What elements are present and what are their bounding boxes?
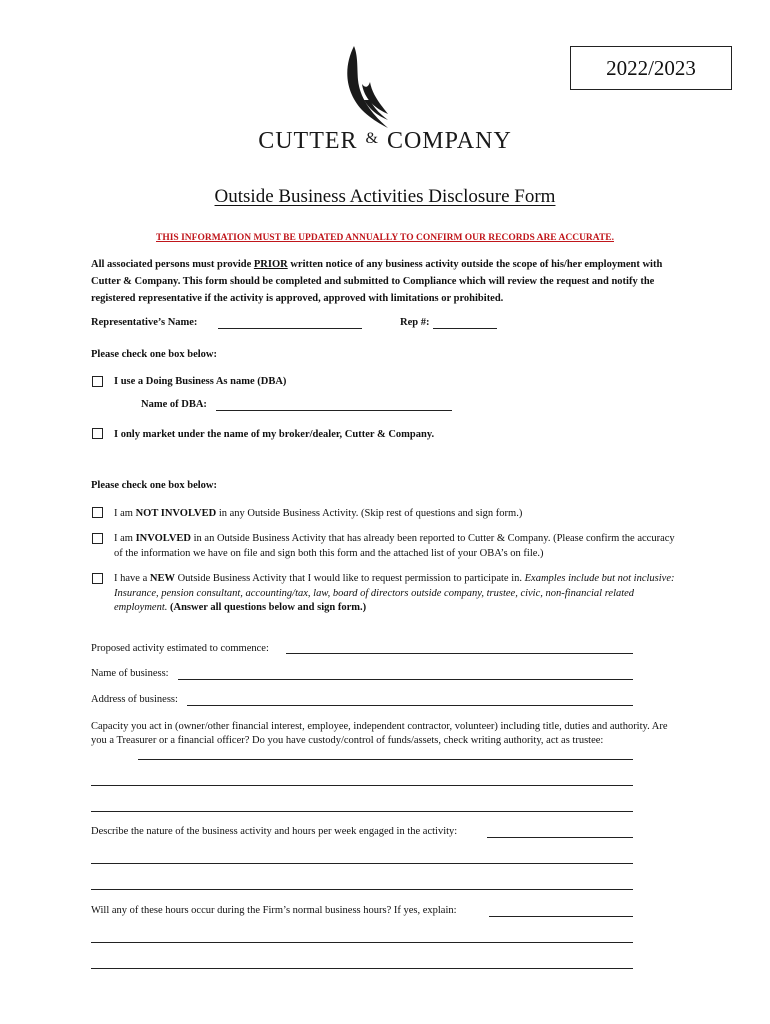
describe-field-line-3[interactable]: [91, 889, 633, 890]
describe-field-line-1[interactable]: [487, 837, 633, 838]
dba-name-field[interactable]: [216, 410, 452, 411]
section1-heading: Please check one box below:: [91, 349, 217, 360]
hours-field-line-2[interactable]: [91, 942, 633, 943]
new-activity-option-label: I have a NEW Outside Business Activity that I would like to request permission to participate in. Examples include but not inclusive: Insurance, pension consultant, accounting/tax, law, board of directors outside company, trustee, civic, non-financial related employment. (Answer all questions below and sign form.): [114, 573, 675, 613]
year-label: 2022/2023: [606, 55, 696, 80]
rep-number-field[interactable]: [433, 328, 497, 329]
update-warning: THIS INFORMATION MUST BE UPDATED ANNUALLY TO CONFIRM OUR RECORDS ARE ACCURATE.: [156, 233, 614, 243]
hours-field-line-3[interactable]: [91, 968, 633, 969]
hours-field-line-1[interactable]: [489, 916, 633, 917]
capacity-label: Capacity you act in (owner/other financial interest, employee, independent contractor, volunteer) including title, duties and authority. Are you a Treasurer or a financial officer? Do you have custody/control of funds/assets, check writing authority, act as trustee:: [91, 721, 668, 746]
company-logo-text: CUTTER & COMPANY: [258, 128, 512, 154]
involved-option-label: I am INVOLVED in an Outside Business Activity that has already been reported to Cutter & Company. (Please confirm the accuracy of the information we have on file and sign both this form and the attached list of your OBA’s on file.): [114, 533, 675, 559]
company-logo-icon: [340, 44, 390, 130]
section2-heading: Please check one box below:: [91, 480, 217, 491]
capacity-field-line-3[interactable]: [91, 811, 633, 812]
business-name-field[interactable]: [178, 679, 633, 680]
not-involved-checkbox[interactable]: [92, 507, 103, 518]
involved-checkbox[interactable]: [92, 533, 103, 544]
rep-name-label: Representative’s Name:: [91, 317, 198, 328]
describe-field-line-2[interactable]: [91, 863, 633, 864]
broker-option-label: I only market under the name of my broker/dealer, Cutter & Company.: [114, 429, 435, 440]
rep-name-field[interactable]: [218, 328, 362, 329]
not-involved-option-label: I am NOT INVOLVED in any Outside Business Activity. (Skip rest of questions and sign form.): [114, 508, 523, 519]
business-name-label: Name of business:: [91, 668, 169, 679]
broker-checkbox[interactable]: [92, 428, 103, 439]
commence-field[interactable]: [286, 653, 633, 654]
business-address-field[interactable]: [187, 705, 633, 706]
hours-label: Will any of these hours occur during the Firm’s normal business hours? If yes, explain:: [91, 905, 457, 916]
rep-number-label: Rep #:: [400, 317, 430, 328]
capacity-field-line-2[interactable]: [91, 785, 633, 786]
business-address-label: Address of business:: [91, 694, 178, 705]
form-title: Outside Business Activities Disclosure Form: [214, 186, 556, 207]
describe-label: Describe the nature of the business activity and hours per week engaged in the activity:: [91, 826, 458, 837]
dba-name-label: Name of DBA:: [141, 399, 207, 410]
dba-checkbox[interactable]: [92, 376, 103, 387]
intro-paragraph: All associated persons must provide PRIOR written notice of any business activity outside the scope of his/her employment with Cutter & Company. This form should be completed and submitted to Compliance which will review the request and notify the registered representative if the activity is approved, approved with limitations or prohibited.: [91, 259, 663, 304]
year-box: [570, 46, 732, 90]
commence-label: Proposed activity estimated to commence:: [91, 643, 269, 654]
capacity-field-line-1[interactable]: [138, 759, 633, 760]
dba-option-label: I use a Doing Business As name (DBA): [114, 376, 287, 387]
new-activity-checkbox[interactable]: [92, 573, 103, 584]
